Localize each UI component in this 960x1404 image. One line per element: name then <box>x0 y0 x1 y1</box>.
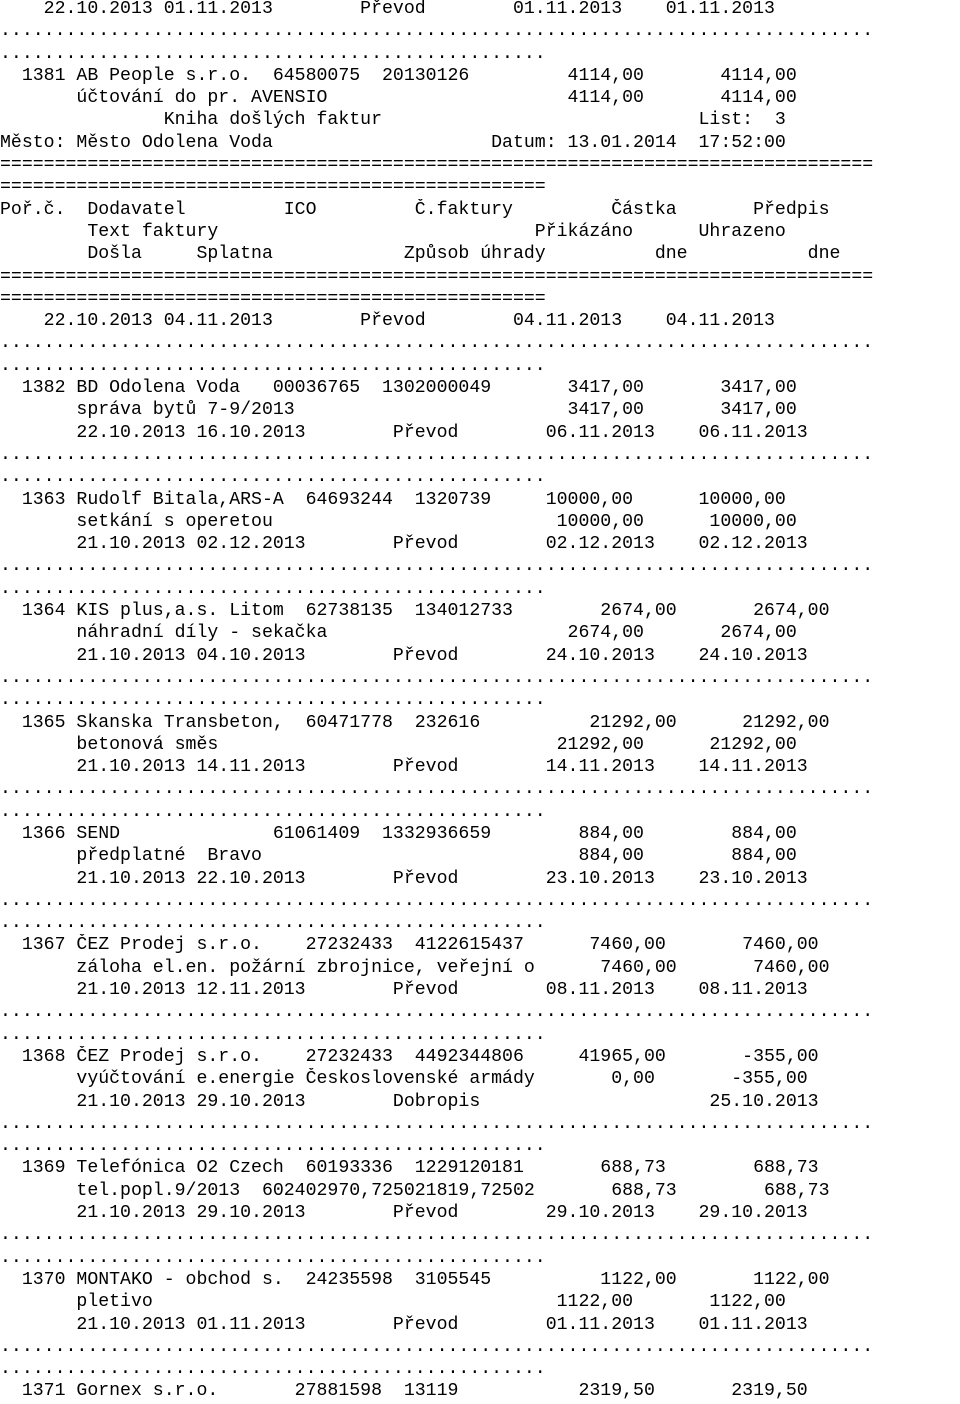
report-line: 21.10.2013 29.10.2013 Dobropis 25.10.2013 <box>0 1091 819 1112</box>
invoice-entry-line: 1366 SEND 61061409 1332936659 884,00 884,00 <box>0 823 797 844</box>
report-line: předplatné Bravo 884,00 884,00 <box>0 846 797 867</box>
invoice-entry-line: 1368 ČEZ Prodej s.r.o. 27232433 4492344806 41965,00 -355,00 <box>0 1046 819 1067</box>
dotted-separator: ................................................................................ <box>0 667 874 688</box>
dotted-separator: ................................................................................ <box>0 890 874 911</box>
dotted-separator: ................................................................................ <box>0 333 874 354</box>
column-header-line: Text faktury Přikázáno Uhrazeno <box>0 221 786 242</box>
report-line: účtování do pr. AVENSIO 4114,00 4114,00 <box>0 88 797 109</box>
report-line: setkání s operetou 10000,00 10000,00 <box>0 511 797 532</box>
dotted-separator: ................................................................................ <box>0 1113 874 1134</box>
invoice-entry-line: 1381 AB People s.r.o. 64580075 20130126 4114,00 4114,00 <box>0 65 797 86</box>
dotted-separator: .................................................. <box>0 43 546 64</box>
report-line: 21.10.2013 04.10.2013 Převod 24.10.2013 24.10.2013 <box>0 645 808 666</box>
report-line: betonová směs 21292,00 21292,00 <box>0 734 797 755</box>
double-rule-separator: ================================================== <box>0 177 546 198</box>
dotted-separator: .................................................. <box>0 467 546 488</box>
dotted-separator: .................................................. <box>0 1359 546 1380</box>
dotted-separator: .................................................. <box>0 801 546 822</box>
dotted-separator: ................................................................................ <box>0 1002 874 1023</box>
report-line: 21.10.2013 14.11.2013 Převod 14.11.2013 14.11.2013 <box>0 757 808 778</box>
dotted-separator: .................................................. <box>0 1247 546 1268</box>
invoice-entry-line: 1369 Telefónica O2 Czech 60193336 1229120181 688,73 688,73 <box>0 1158 819 1179</box>
invoice-entry-line: 1363 Rudolf Bitala,ARS-A 64693244 1320739 10000,00 10000,00 <box>0 489 786 510</box>
dotted-separator: ................................................................................ <box>0 21 874 42</box>
report-line: 21.10.2013 29.10.2013 Převod 29.10.2013 29.10.2013 <box>0 1203 808 1224</box>
report-line: pletivo 1122,00 1122,00 <box>0 1292 786 1313</box>
invoice-entry-line: 1367 ČEZ Prodej s.r.o. 27232433 4122615437 7460,00 7460,00 <box>0 935 819 956</box>
double-rule-separator: ================================================================================ <box>0 266 874 287</box>
dotted-separator: ................................................................................ <box>0 556 874 577</box>
double-rule-separator: ================================================================================ <box>0 155 874 176</box>
report-line: 21.10.2013 02.12.2013 Převod 02.12.2013 02.12.2013 <box>0 534 808 555</box>
invoice-entry-line: 1370 MONTAKO - obchod s. 24235598 3105545 1122,00 1122,00 <box>0 1269 830 1290</box>
report-line: 22.10.2013 04.11.2013 Převod 04.11.2013 04.11.2013 <box>0 311 775 332</box>
report-line: správa bytů 7-9/2013 3417,00 3417,00 <box>0 400 797 421</box>
report-line: vyúčtování e.energie Československé armády 0,00 -355,00 <box>0 1069 808 1090</box>
invoice-entry-line: 1382 BD Odolena Voda 00036765 1302000049 3417,00 3417,00 <box>0 378 797 399</box>
dotted-separator: .................................................. <box>0 355 546 376</box>
invoice-entry-line: 1365 Skanska Transbeton, 60471778 232616 21292,00 21292,00 <box>0 712 830 733</box>
invoice-entry-line: 1364 KIS plus,a.s. Litom 62738135 134012733 2674,00 2674,00 <box>0 601 830 622</box>
report-org-date-line: Město: Město Odolena Voda Datum: 13.01.2014 17:52:00 <box>0 132 786 153</box>
dotted-separator: .................................................. <box>0 1024 546 1045</box>
dotted-separator: .................................................. <box>0 578 546 599</box>
dotted-separator: .................................................. <box>0 1136 546 1157</box>
report-line: náhradní díly - sekačka 2674,00 2674,00 <box>0 623 797 644</box>
invoice-entry-line: 1371 Gornex s.r.o. 27881598 13119 2319,50 2319,50 <box>0 1381 808 1402</box>
dotted-separator: ................................................................................ <box>0 1225 874 1246</box>
report-line: 22.10.2013 16.10.2013 Převod 06.11.2013 06.11.2013 <box>0 422 808 443</box>
column-header-line: Došla Splatna Způsob úhrady dne dne <box>0 244 841 265</box>
column-header-line: Poř.č. Dodavatel ICO Č.faktury Částka Předpis <box>0 199 830 220</box>
report-line: tel.popl.9/2013 602402970,725021819,72502 688,73 688,73 <box>0 1180 830 1201</box>
report-title-line: Kniha došlých faktur List: 3 <box>0 110 786 131</box>
report-line: 21.10.2013 22.10.2013 Převod 23.10.2013 23.10.2013 <box>0 868 808 889</box>
dotted-separator: ................................................................................ <box>0 444 874 465</box>
dotted-separator: ................................................................................ <box>0 779 874 800</box>
dotted-separator: ................................................................................ <box>0 1336 874 1357</box>
report-line: 21.10.2013 12.11.2013 Převod 08.11.2013 08.11.2013 <box>0 980 808 1001</box>
report-line: 21.10.2013 01.11.2013 Převod 01.11.2013 01.11.2013 <box>0 1314 808 1335</box>
dotted-separator: .................................................. <box>0 690 546 711</box>
dotted-separator: .................................................. <box>0 913 546 934</box>
double-rule-separator: ================================================== <box>0 288 546 309</box>
report-line: 22.10.2013 01.11.2013 Převod 01.11.2013 01.11.2013 <box>0 0 775 19</box>
report-line: záloha el.en. požární zbrojnice, veřejní o 7460,00 7460,00 <box>0 957 830 978</box>
